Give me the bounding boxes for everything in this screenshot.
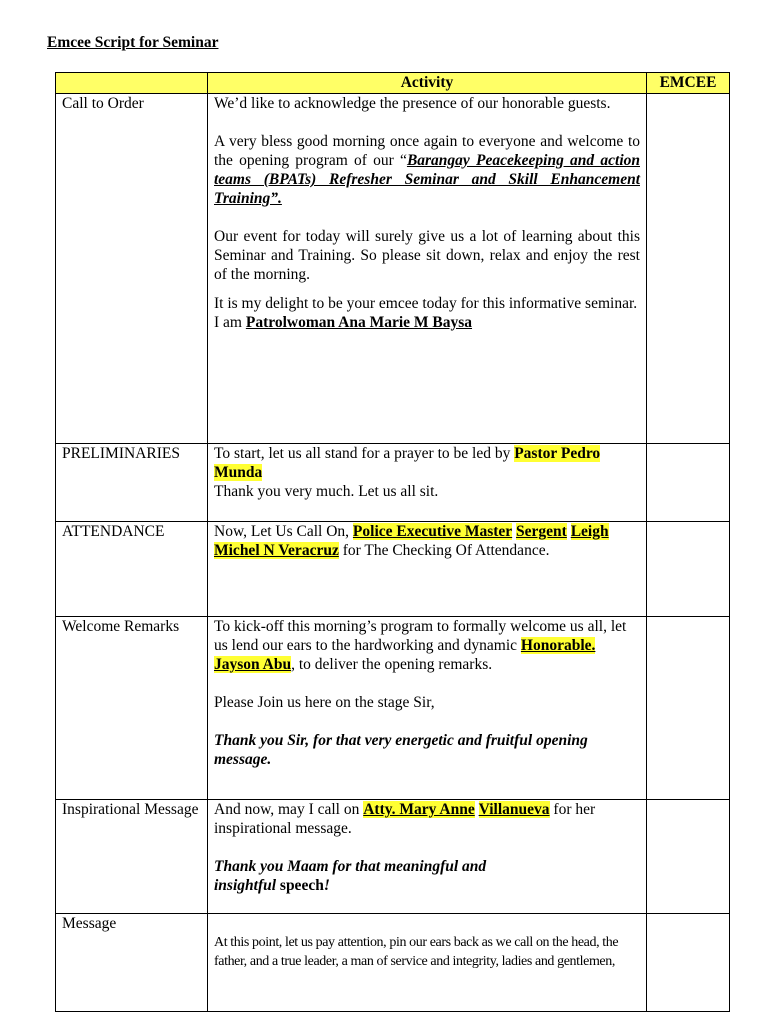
highlighted-name: Honorable. Jayson Abu (214, 637, 596, 673)
activity-cell (208, 522, 647, 617)
row-label: Welcome Remarks (56, 617, 208, 800)
highlighted-name: Sergent (516, 523, 567, 540)
table-row-message (56, 914, 730, 1012)
activity-text: for The Checking Of Attendance. (338, 542, 550, 559)
table-row-preliminaries (56, 444, 730, 522)
emcee-script-table (55, 72, 730, 1012)
header-activity: Activity (208, 73, 647, 94)
event-name: Barangay Peacekeeping and action teams (BPATs) Refresher Seminar and Skill Enhancement Training”. (214, 152, 640, 207)
activity-paragraph (214, 132, 640, 208)
emcee-cell (647, 800, 730, 914)
highlighted-name: Leigh Michel N Veracruz (214, 523, 609, 559)
activity-cell (208, 444, 647, 522)
activity-text: To start, let us all stand for a prayer to be led by (214, 445, 515, 462)
activity-text: To kick-off this morning’s program to formally welcome us all, let us lend our ears to the hardworking and dynamic (214, 618, 627, 654)
activity-cell (208, 800, 647, 914)
emcee-cell (647, 617, 730, 800)
emcee-name: Patrolwoman Ana Marie M Baysa (245, 314, 473, 331)
activity-paragraph: At this point, let us pay attention, pin our ears back as we call on the head, the father, and a true leader, a man of service and integrity, ladies and gentlemen, (214, 935, 619, 969)
activity-paragraph: Our event for today will surely give us a lot of learning about this Seminar and Training. So please sit down, relax and enjoy the rest of the morning. (214, 228, 640, 283)
activity-paragraph (214, 444, 640, 482)
header-blank-cell (56, 73, 208, 94)
highlighted-name: Pastor Pedro Munda (214, 445, 601, 481)
activity-paragraph (214, 857, 640, 895)
activity-text: And now, may I call on (214, 801, 364, 818)
row-label: Message (56, 914, 208, 1012)
activity-text: A very bless good morning once again to everyone and welcome to the opening program of our “ (214, 133, 640, 169)
header-emcee: EMCEE (647, 73, 730, 94)
table-row-attendance (56, 522, 730, 617)
row-label: Inspirational Message (56, 800, 208, 914)
row-label: PRELIMINARIES (56, 444, 208, 522)
row-label: ATTENDANCE (56, 522, 208, 617)
activity-cell (208, 94, 647, 444)
document-title: Emcee Script for Seminar (47, 34, 219, 51)
highlighted-name: Atty. Mary Anne (363, 801, 475, 818)
activity-paragraph (214, 522, 640, 560)
activity-paragraph: Thank you very much. Let us all sit. (214, 483, 439, 500)
emcee-cell (647, 522, 730, 617)
highlighted-name: Police Executive Master (352, 523, 513, 540)
activity-text: speech (279, 877, 324, 894)
table-row-inspirational-message (56, 800, 730, 914)
activity-paragraph: We’d like to acknowledge the presence of our honorable guests. (214, 95, 611, 112)
activity-text: Now, Let Us Call On, (214, 523, 353, 540)
activity-paragraph (214, 800, 640, 838)
activity-cell (208, 617, 647, 800)
table-row-welcome-remarks (56, 617, 730, 800)
highlighted-name: Villanueva (478, 801, 550, 818)
activity-text: , to deliver the opening remarks. (291, 656, 493, 673)
activity-paragraph: Thank you Sir, for that very energetic and fruitful opening message. (214, 732, 588, 768)
emcee-cell (647, 444, 730, 522)
activity-paragraph (214, 617, 640, 674)
table-header-row (56, 73, 730, 94)
table-row-call-to-order (56, 94, 730, 444)
row-label: Call to Order (56, 94, 208, 444)
activity-text: for her inspirational message. (214, 801, 596, 837)
activity-text: ! (323, 877, 330, 894)
activity-cell (208, 914, 647, 1012)
emcee-cell (647, 914, 730, 1012)
activity-paragraph (214, 294, 640, 332)
activity-paragraph: Please Join us here on the stage Sir, (214, 694, 435, 711)
activity-text: Thank you Maam for that meaningful and insightful (214, 858, 487, 894)
emcee-cell (647, 94, 730, 444)
activity-text: It is my delight to be your emcee today for this informative seminar. I am (214, 295, 638, 331)
